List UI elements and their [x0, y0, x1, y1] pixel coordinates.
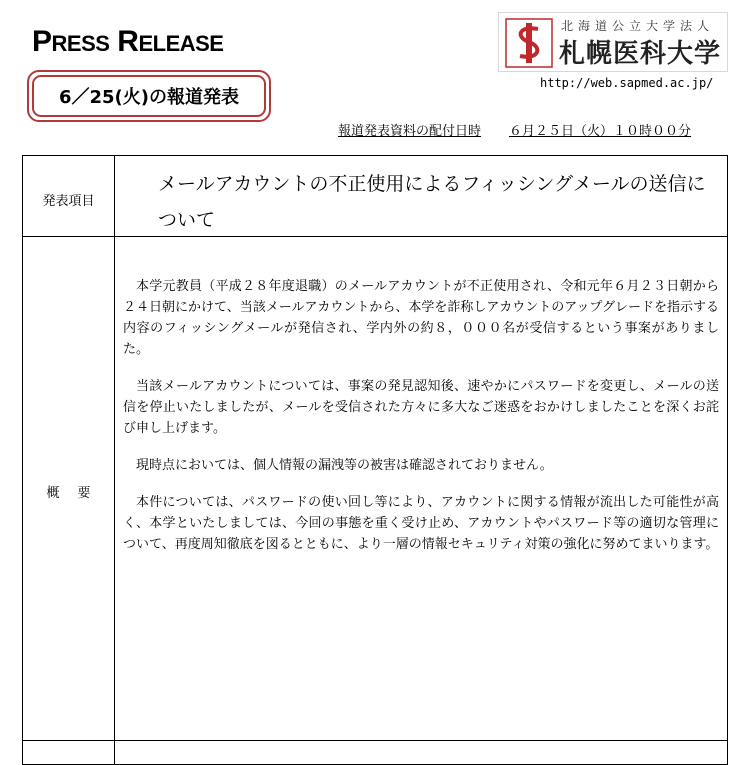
release-elease: ELEASE	[138, 31, 224, 56]
announcement-date: 6／25(火)の報道発表	[32, 75, 266, 117]
summary-paragraph: 本学元教員（平成２８年度退職）のメールアカウントが不正使用され、令和元年６月２３日朝から２４日朝にかけて、当該メールアカウントから、本学を詐称しアカウントのアップグレードを指示する内容のフィッシングメールが発信され、学内外の約８，０００名が受信するという事案がありました。	[123, 279, 720, 357]
summary-paragraph: 現時点においては、個人情報の漏洩等の被害は確認されておりません。	[136, 458, 553, 473]
university-emblem-icon	[505, 18, 553, 68]
distribution-datetime	[338, 120, 691, 139]
announcement-date-box	[27, 70, 271, 122]
logo-university-name: 札幌医科大学	[559, 39, 722, 69]
column-divider	[114, 156, 115, 764]
university-logo	[498, 12, 728, 72]
item-label: 発表項目	[42, 194, 95, 209]
university-url[interactable]: http://web.sapmed.ac.jp/	[540, 76, 714, 90]
press-ress: RESS	[51, 31, 110, 56]
summary-paragraph: 本件については、パスワードの使い回し等により、アカウントに関する情報が流出した可能性が高く、本学といたしましては、今回の事態を重く受け止め、アカウントやパスワード等の適切な管理について、再度周知徹底を図るとともに、より一層の情報セキュリティ対策の強化に努めてまいります。	[123, 495, 719, 552]
release-r: R	[117, 25, 139, 58]
press-release-title	[32, 24, 223, 62]
item-title: メールアカウントの不正使用によるフィッシングメールの送信について	[158, 173, 706, 231]
logo-subtitle: 北海道公立大学法人	[561, 19, 715, 33]
distribution-time: ６月２５日（火）１０時００分	[509, 124, 692, 139]
press-p: P	[32, 25, 52, 58]
distribution-label: 報道発表資料の配付日時	[338, 124, 482, 139]
summary-label: 概要	[46, 486, 109, 501]
row-divider	[23, 740, 727, 741]
summary-paragraph: 当該メールアカウントについては、事案の発見認知後、速やかにパスワードを変更し、メールの送信を停止いたしましたが、メールを受信された方々に多大なご迷惑をおかけしましたことを深くお詫び申し上げます。	[123, 379, 719, 436]
summary-body	[123, 276, 719, 571]
announcement-table	[22, 155, 728, 765]
